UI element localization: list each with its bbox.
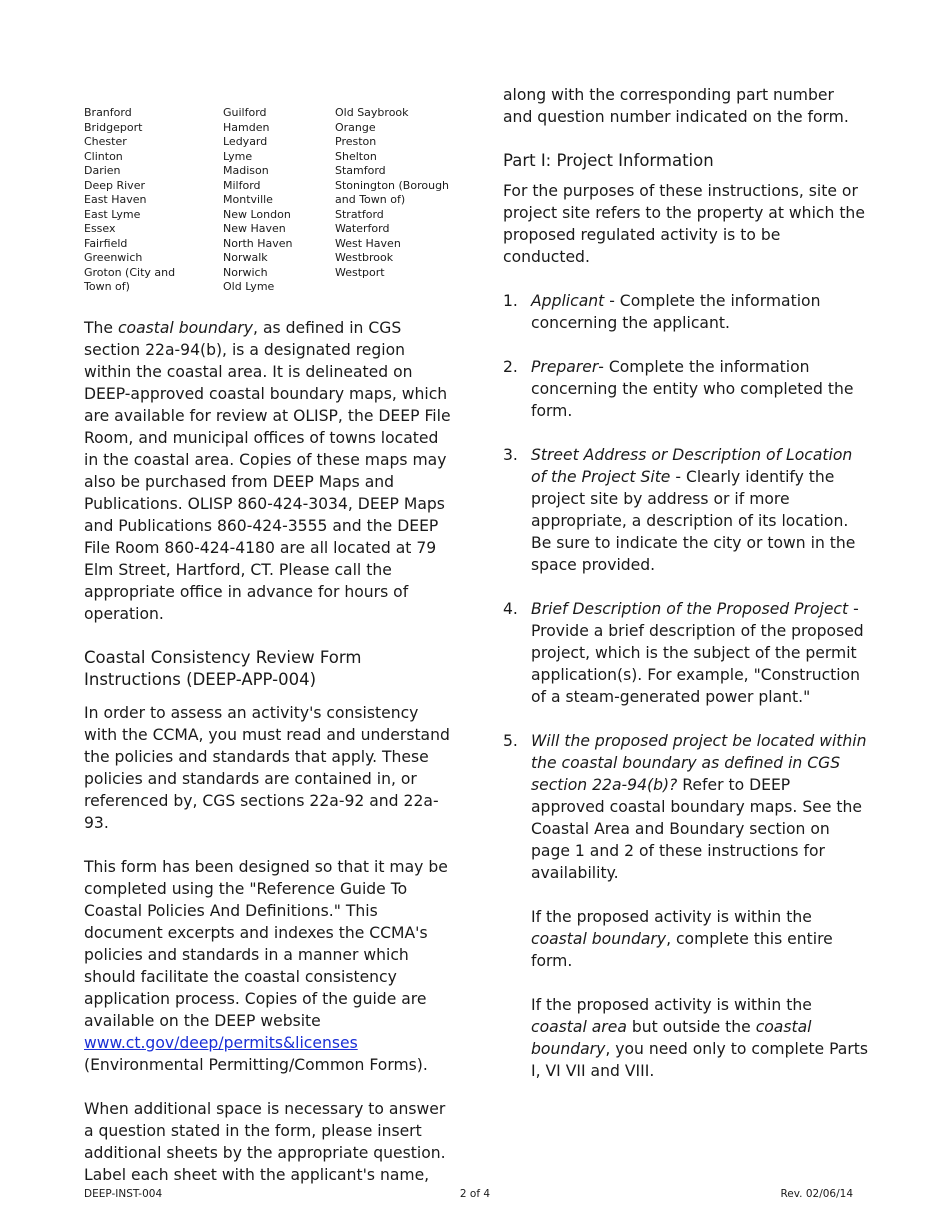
town-column-2 — [223, 106, 335, 295]
deep-website-link[interactable]: www.ct.gov/deep/permits&licenses — [84, 1033, 358, 1052]
list-item — [503, 444, 868, 576]
list-item — [503, 730, 868, 1082]
town-name: Lyme — [223, 149, 253, 163]
town-name: New London — [223, 207, 291, 221]
item-number: 3. — [503, 446, 518, 464]
part-1-heading: Part I: Project Information — [503, 151, 714, 170]
town-name: Fairfield — [84, 236, 128, 250]
part-1-instructions-list — [503, 290, 868, 1082]
town-name: Hamden — [223, 120, 270, 134]
footer-revision-date: Rev. 02/06/14 — [780, 1188, 853, 1200]
town-name: Bridgeport — [84, 120, 143, 134]
text-run: If the proposed activity is within the — [531, 908, 812, 926]
town-name: Old Saybrook — [335, 106, 409, 119]
town-name: Montville — [223, 193, 273, 206]
town-name: Orange — [335, 120, 376, 134]
town-name: Preston — [335, 135, 377, 148]
item-title: Applicant — [531, 292, 605, 310]
item-number: 4. — [503, 600, 518, 618]
town-name: Stratford — [335, 207, 384, 221]
term-coastal-area: coastal area — [531, 1018, 627, 1036]
form-instructions-heading: Coastal Consistency Review Form Instructions (DEEP-APP-004) — [84, 647, 362, 689]
town-name: Branford — [84, 106, 132, 119]
town-name: Westport — [335, 265, 385, 279]
town-name: Norwalk — [223, 251, 268, 264]
item-number: 1. — [503, 292, 518, 310]
item-number: 2. — [503, 358, 518, 376]
form-instructions-paragraph-1: In order to assess an activity's consistency with the CCMA, you must read and understand the policies and standards that apply. These policies and standards are contained in, or referenced by, CGS sections 22a-92 and 22a-93. — [84, 703, 450, 832]
town-name: Waterford — [335, 222, 390, 235]
text-run: , you need only to complete Parts I, VI VII and VIII. — [531, 1040, 869, 1080]
form-instructions-paragraph-3: When additional space is necessary to answer a question stated in the form, please insert additional sheets by the appropriate question. Label each sheet with the applicant's name, — [84, 1099, 446, 1184]
term-coastal-boundary: coastal boundary — [531, 1018, 812, 1058]
item-text: - Complete the information concerning the applicant. — [531, 292, 821, 332]
form-instructions-paragraph-2 — [84, 856, 454, 1076]
item-text: Refer to DEEP approved coastal boundary maps. See the Coastal Area and Boundary section on page 1 and 2 of these instructions for availability. — [531, 776, 862, 882]
item-text: - Complete the information concerning the entity who completed the form. — [531, 358, 854, 420]
town-name: Clinton — [84, 149, 123, 163]
form-instructions-paragraph-3-continued: along with the corresponding part number and question number indicated on the form. — [503, 86, 849, 126]
town-name: Essex — [84, 222, 116, 235]
town-list — [84, 106, 454, 295]
town-name: North Haven — [223, 236, 293, 250]
town-name: Town of) — [84, 280, 130, 293]
town-name: Westbrook — [335, 251, 394, 264]
item-text: - Clearly identify the project site by address or if more appropriate, a description of its location. Be sure to indicate the city or town in the space provided. — [531, 468, 856, 574]
part-1-intro: For the purposes of these instructions, site or project site refers to the property at which the proposed regulated activity is to be conducted. — [503, 182, 865, 266]
item-body — [531, 290, 868, 334]
town-name: Stonington (Borough — [335, 178, 450, 192]
town-name: Ledyard — [223, 135, 268, 148]
town-column-3 — [335, 106, 453, 295]
coastal-boundary-paragraph — [84, 317, 454, 625]
footer-page-number: 2 of 4 — [459, 1188, 491, 1200]
item-number: 5. — [503, 732, 518, 750]
item-5-subparagraph-1 — [531, 906, 868, 972]
item-body — [531, 356, 868, 422]
town-name: Norwich — [223, 265, 268, 279]
list-item — [503, 598, 868, 708]
item-title: Will the proposed project be located within the coastal boundary as defined in CGS section 22a-94(b)? — [531, 732, 867, 794]
item-title: Street Address or Description of Location of the Project Site — [531, 446, 853, 486]
text-run: , as defined in CGS section 22a-94(b), is a designated region within the coastal area. It is delineated on DEEP-approved coastal boundary maps, which are available for review at OLISP, the DEEP File Room, and municipal offices of towns located in the coastal area. Copies of these maps may also be purchased from DEEP Maps and Publications. OLISP 860-424-3034, DEEP Maps and Publications 860-424-3555 and the DEEP File Room 860-424-4180 are all located at 79 Elm Street, Hartford, CT. Please call the appropriate office in advance for hours of operation. — [84, 318, 451, 623]
town-name: Greenwich — [84, 251, 143, 264]
right-column — [503, 84, 868, 1082]
town-name: Groton (City and — [84, 265, 176, 279]
item-5-subparagraph-2 — [531, 994, 868, 1082]
town-name: West Haven — [335, 236, 401, 250]
item-body — [531, 598, 868, 708]
term-coastal-boundary: coastal boundary — [117, 318, 254, 337]
text-run: , complete this entire form. — [531, 930, 833, 970]
town-name: Darien — [84, 164, 121, 177]
text-run: If the proposed activity is within the — [531, 996, 812, 1014]
left-column — [84, 106, 454, 1186]
list-item — [503, 356, 868, 422]
town-name: New Haven — [223, 222, 286, 235]
town-name: East Haven — [84, 193, 147, 206]
item-body — [531, 730, 868, 1082]
text-run: This form has been designed so that it may be completed using the "Reference Guide To Coastal Policies And Definitions." This document excerpts and indexes the CCMA's policies and standards in a manner which should facilitate the coastal consistency application process. Copies of the guide are available on the DEEP website — [84, 857, 448, 1030]
town-name: and Town of) — [335, 193, 406, 206]
item-title: Brief Description of the Proposed Project — [531, 600, 849, 618]
footer-form-id: DEEP-INST-004 — [84, 1188, 163, 1200]
town-name: Stamford — [335, 164, 386, 177]
town-name: Old Lyme — [223, 280, 275, 293]
town-name: Guilford — [223, 106, 267, 119]
town-name: Chester — [84, 135, 127, 148]
term-coastal-boundary: coastal boundary — [531, 930, 667, 948]
town-name: Deep River — [84, 178, 145, 192]
town-column-1 — [84, 106, 223, 295]
town-name: Milford — [223, 178, 261, 192]
list-item — [503, 290, 868, 334]
town-name: East Lyme — [84, 207, 141, 221]
item-text: - Provide a brief description of the proposed project, which is the subject of the permit application(s). For example, "Construction of a steam-generated power plant." — [531, 600, 864, 706]
text-run: The — [84, 318, 118, 337]
town-name: Shelton — [335, 149, 377, 163]
item-title: Preparer — [531, 358, 599, 376]
town-name: Madison — [223, 164, 269, 177]
text-run: (Environmental Permitting/Common Forms). — [84, 1055, 428, 1074]
item-body — [531, 444, 868, 576]
text-run: but outside the — [626, 1018, 756, 1036]
